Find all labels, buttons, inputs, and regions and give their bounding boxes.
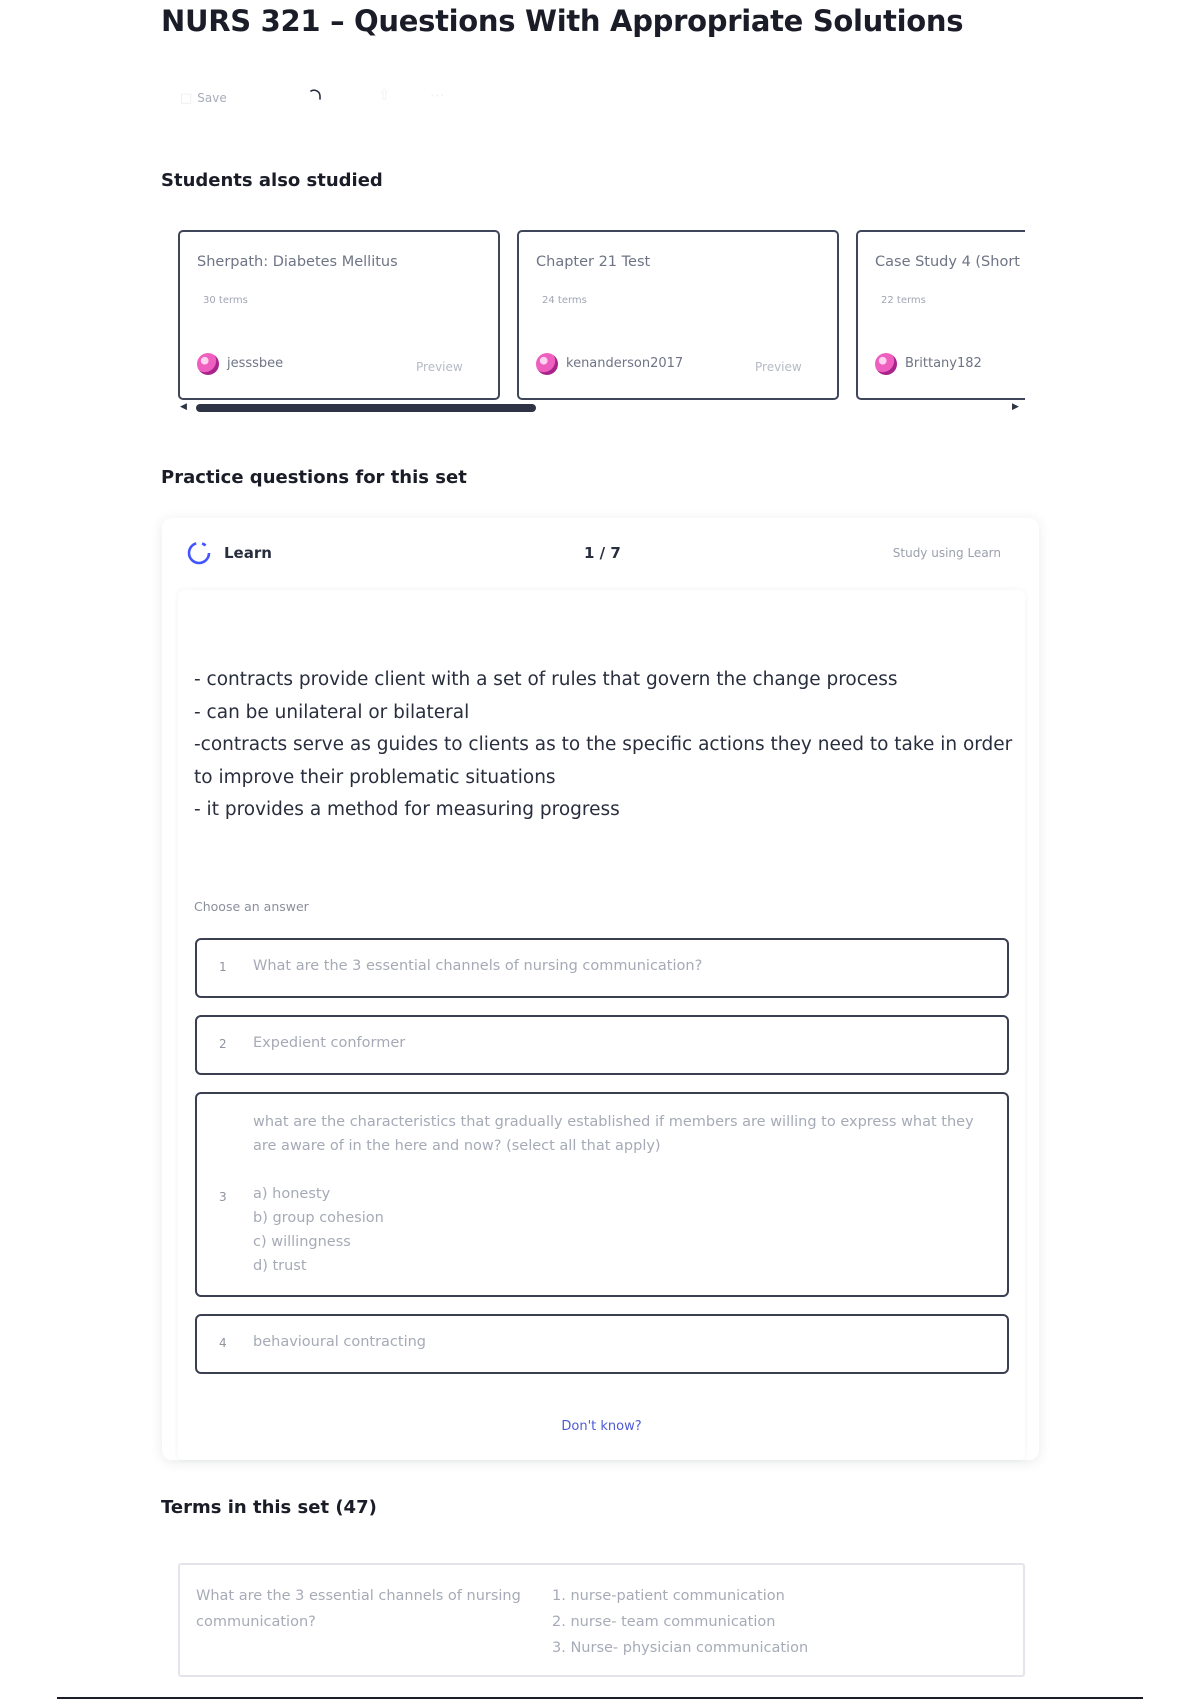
question-line: - can be unilateral or bilateral bbox=[194, 701, 470, 723]
question-card bbox=[178, 590, 1025, 1460]
question-line: to improve their problematic situations bbox=[194, 766, 556, 788]
term-line: communication? bbox=[196, 1614, 316, 1630]
answer-option-2[interactable] bbox=[195, 1015, 1009, 1075]
term-card bbox=[178, 1563, 1025, 1677]
dont-know-button[interactable]: Don't know? bbox=[561, 1419, 642, 1434]
learn-label: Learn bbox=[224, 544, 272, 562]
practice-questions-heading: Practice questions for this set bbox=[161, 467, 467, 488]
card-title: Sherpath: Diabetes Mellitus bbox=[197, 254, 398, 270]
more-icon[interactable]: ⋯ bbox=[430, 86, 445, 104]
answer-option-4[interactable] bbox=[195, 1314, 1009, 1374]
study-sets-carousel[interactable] bbox=[178, 230, 1025, 412]
option-text bbox=[253, 1110, 974, 1278]
definition-line: 1. nurse-patient communication bbox=[552, 1588, 785, 1604]
option-number: 4 bbox=[219, 1336, 227, 1350]
avatar bbox=[875, 353, 897, 375]
card-title: Chapter 21 Test bbox=[536, 254, 651, 270]
option-number: 3 bbox=[219, 1190, 227, 1204]
option-line: are aware of in the here and now? (select all that apply) bbox=[253, 1138, 661, 1154]
save-label: Save bbox=[197, 91, 227, 105]
preview-button[interactable]: Preview bbox=[755, 360, 802, 374]
learn-panel bbox=[162, 518, 1039, 1460]
choose-answer-label: Choose an answer bbox=[194, 899, 309, 914]
card-username[interactable]: jesssbee bbox=[227, 356, 284, 371]
page-title: NURS 321 – Questions With Appropriate Solutions bbox=[161, 4, 964, 38]
option-line: a) honesty bbox=[253, 1186, 331, 1202]
definition-line: 2. nurse- team communication bbox=[552, 1614, 776, 1630]
option-text: behavioural contracting bbox=[253, 1334, 427, 1350]
page-bottom-divider bbox=[57, 1697, 1143, 1699]
learn-mode-icon bbox=[186, 540, 212, 566]
scroll-left-icon[interactable]: ◀ bbox=[180, 402, 187, 412]
bookmark-icon: □ bbox=[180, 90, 193, 106]
option-line: b) group cohesion bbox=[253, 1210, 384, 1226]
loading-spinner-icon bbox=[306, 87, 324, 105]
term-definition bbox=[552, 1583, 1012, 1661]
option-line: what are the characteristics that gradually established if members are willing to express what they bbox=[253, 1114, 974, 1130]
study-set-card[interactable] bbox=[517, 230, 839, 400]
preview-button[interactable]: Preview bbox=[416, 360, 463, 374]
terms-heading: Terms in this set (47) bbox=[161, 1497, 377, 1518]
answer-option-1[interactable] bbox=[195, 938, 1009, 998]
learn-header bbox=[162, 518, 1039, 588]
answer-option-3[interactable] bbox=[195, 1092, 1009, 1297]
question-progress: 1 / 7 bbox=[584, 544, 621, 562]
study-set-card[interactable] bbox=[856, 230, 1025, 400]
card-username[interactable]: kenanderson2017 bbox=[566, 356, 684, 371]
avatar bbox=[536, 353, 558, 375]
option-line: c) willingness bbox=[253, 1234, 351, 1250]
question-line: - it provides a method for measuring progress bbox=[194, 799, 620, 821]
toolbar bbox=[180, 86, 445, 110]
question-prompt bbox=[194, 664, 1013, 827]
term-line: What are the 3 essential channels of nursing bbox=[196, 1588, 521, 1604]
card-title: Case Study 4 (Short bbox=[875, 254, 1020, 270]
save-button[interactable] bbox=[180, 91, 227, 106]
option-text: What are the 3 essential channels of nursing communication? bbox=[253, 958, 703, 974]
option-number: 2 bbox=[219, 1037, 227, 1051]
card-terms-count: 30 terms bbox=[203, 295, 248, 306]
option-text: Expedient conformer bbox=[253, 1035, 406, 1051]
question-line: - contracts provide client with a set of rules that govern the change process bbox=[194, 669, 898, 690]
option-number: 1 bbox=[219, 960, 227, 974]
card-terms-count: 24 terms bbox=[542, 295, 587, 306]
share-icon[interactable]: ⇧ bbox=[378, 86, 391, 104]
term-word bbox=[196, 1583, 526, 1635]
scroll-right-icon[interactable]: ▶ bbox=[1012, 402, 1019, 412]
avatar bbox=[197, 353, 219, 375]
question-line: -contracts serve as guides to clients as to the specific actions they need to take in order bbox=[194, 734, 1013, 756]
card-username[interactable]: Brittany182 bbox=[905, 356, 982, 371]
option-line bbox=[253, 1158, 974, 1182]
card-terms-count: 22 terms bbox=[881, 295, 926, 306]
option-line: d) trust bbox=[253, 1258, 307, 1274]
study-using-learn-link[interactable]: Study using Learn bbox=[892, 546, 1001, 560]
definition-line: 3. Nurse- physician communication bbox=[552, 1640, 809, 1656]
study-set-card[interactable] bbox=[178, 230, 500, 400]
students-also-studied-heading: Students also studied bbox=[161, 170, 383, 191]
carousel-scroll-thumb[interactable] bbox=[196, 404, 536, 412]
